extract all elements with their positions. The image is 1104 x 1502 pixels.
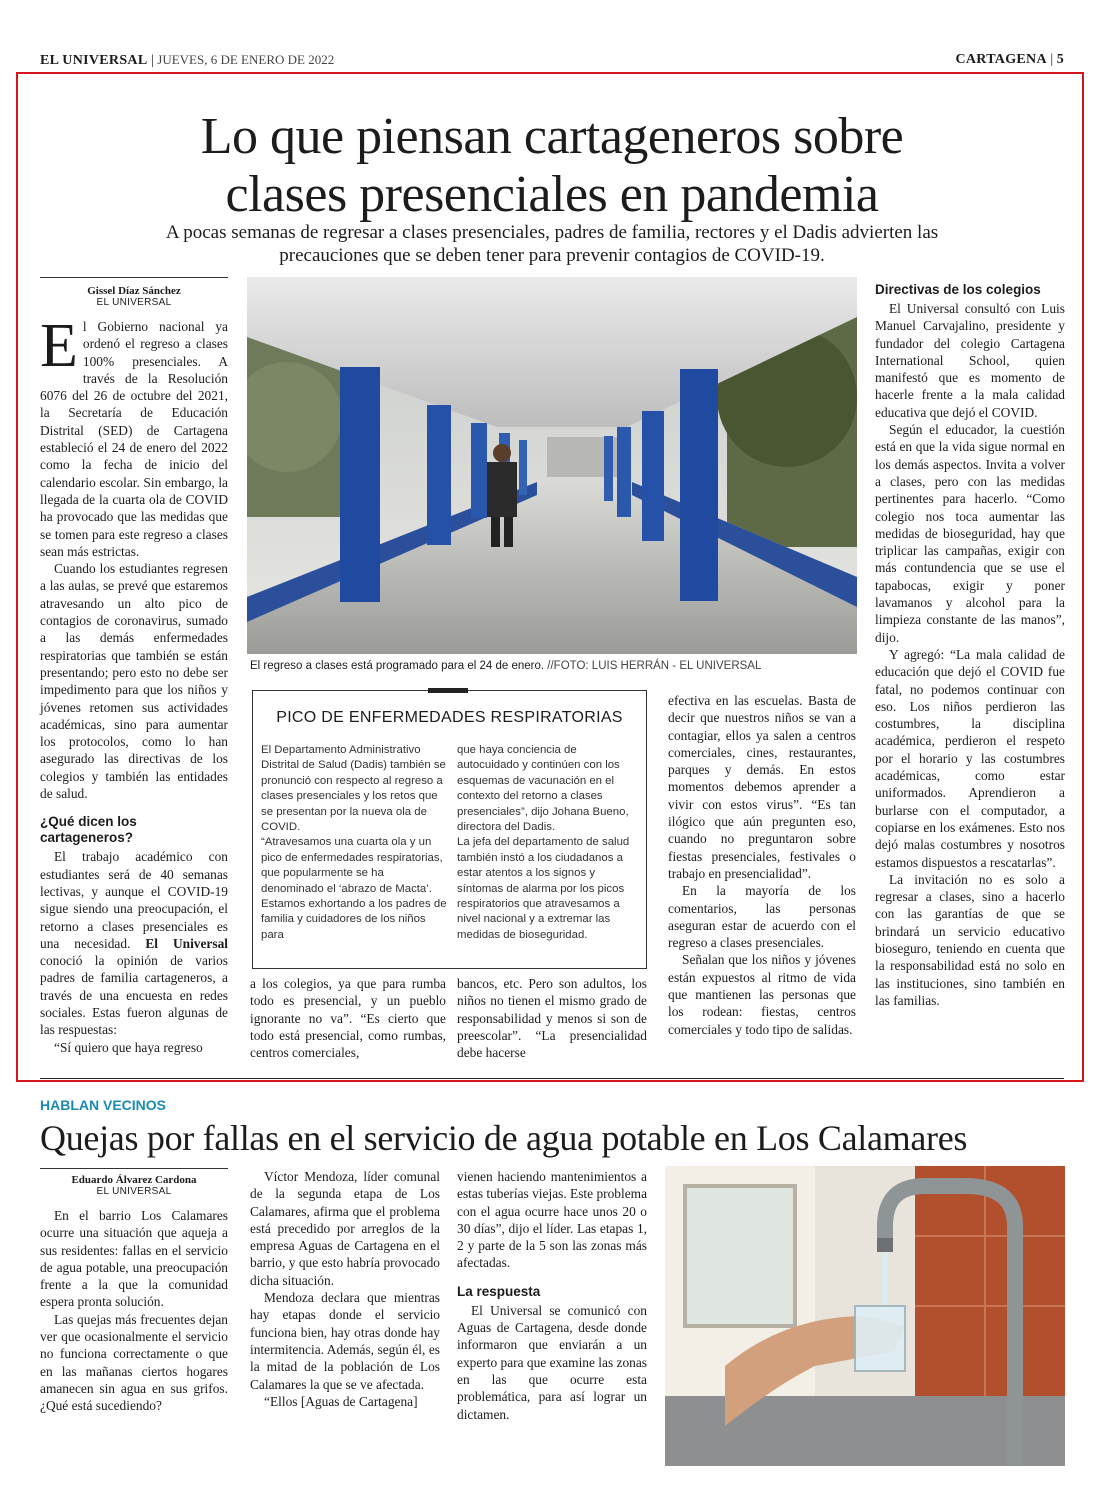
article2-kicker: HABLAN VECINOS — [40, 1097, 167, 1113]
paragraph — [40, 848, 228, 1038]
page-header-left — [40, 52, 334, 69]
paragraph: En la mayoría de los comentarios, las personas aseguran estar de acuerdo con el regreso a clases presenciales. — [668, 883, 856, 951]
article1-headline-block — [40, 108, 1064, 224]
article-divider — [40, 1078, 1064, 1079]
bold-text: El Universal — [145, 935, 228, 951]
headline-line1: Lo que piensan cartageneros sobre — [200, 108, 904, 165]
article2-column-1 — [40, 1168, 228, 1415]
sidebar-column-1 — [261, 743, 448, 943]
author-org: EL UNIVERSAL — [96, 297, 172, 308]
header-separator: | — [1050, 52, 1057, 67]
article1-column-5 — [875, 282, 1065, 1009]
article2-headline: Quejas por fallas en el servicio de agua potable en Los Calamares — [40, 1118, 968, 1158]
paragraph-text: conoció la opinión de varios padres de familia cartageneros, a través de una encuesta en redes sociales. Estas fueron algunas de las respuestas: — [40, 953, 228, 1038]
author-name: Gissel Díaz Sánchez — [87, 285, 181, 297]
header-separator: | — [150, 53, 158, 68]
paragraph: “Ellos [Aguas de Cartagena] — [264, 1393, 418, 1409]
paragraph: vienen haciendo mantenimientos a estas tuberías viejas. Este problema con el agua ocurre hace unos 20 o 30 días”, dijo el líder. Las etapas 1, 2 y parte de la 5 son las zonas más afectadas. — [457, 1169, 648, 1271]
paragraph: Según el educador, la cuestión está en que la vida sigue normal en los demás aspectos. Invita a volver a clases, pero con las medidas pertinentes para hacerlo. “Como colegio nos toca aumentar las medidas de bioseguridad, hay que triplicar las campañas, exigir con más contundencia que se use el tapabocas, exigir y poner lavamanos y alcohol para la limpieza constante de las manos”, dijo. — [875, 422, 1065, 645]
paragraph: Cuando los estudiantes regresen a las aulas, se prevé que estaremos atravesando un alto pico de contagios de coronavirus, sumado a las demás enfermedades respiratorias que también se están presentando; pero esto no debe ser impedimento para que los niños y jóvenes retomen sus actividades académicas, sino para aumentar los protocolos, como lo han asegurado las directivas de los colegios y también las entidades de salud. — [40, 561, 228, 802]
article1-column-3 — [457, 975, 647, 1061]
article1-column-2 — [250, 975, 446, 1061]
article1-headline — [40, 108, 1064, 224]
faucet-photo — [665, 1166, 1065, 1466]
paragraph: Señalan que los niños y jóvenes están expuestos al ritmo de vida que mantienen las personas que los rodean: fiestas, centros comerciales y todo tipo de salidas. — [668, 952, 856, 1037]
byline — [40, 285, 228, 308]
paragraph: que haya conciencia de autocuidado y continúen con los esquemas de vacunación en el contexto del retorno a clases presenciales”, dijo Johana Bueno, directora del Dadis. — [457, 744, 629, 834]
photo-credit: //FOTO: LUIS HERRÁN - EL UNIVERSAL — [547, 660, 762, 672]
paragraph-text: l Gobierno nacional ya ordenó el regreso a clases 100% presenciales. A través de la Resolución 6076 del 26 de octubre del 2021, la Secretaría de Educación Distrital (SED) de Cartagena estableció el 24 de enero del 2022 como la fecha de inicio del calendario escolar. Sin embargo, la llegada de la cuarta ola de COVID ha provocado que las medidas que se tomen para este regreso a clases sean más estrictas. — [40, 319, 228, 559]
subtitle-line2: precauciones que se deben tener para prevenir contagios de COVID-19. — [279, 245, 825, 266]
article1-column-1 — [40, 277, 228, 1056]
paragraph: Las quejas más frecuentes dejan ver que ocasionalmente el servicio no funciona correctamente o que en las mañanas ciertos hogares amanecen sin agua en sus grifos. ¿Qué está sucediendo? — [40, 1311, 228, 1414]
paragraph: La invitación no es solo a regresar a clases, sino a hacerlo con las garantías de que se brindará un servicio educativo bioseguro, teniendo en cuenta que la responsabilidad está no solo en las instituciones, sino también en las familias. — [875, 871, 1065, 1008]
author-org: EL UNIVERSAL — [96, 1186, 172, 1197]
paragraph — [40, 312, 228, 560]
caption-text: El regreso a clases está programado para el 24 de enero. — [250, 660, 545, 672]
section-heading-line1: ¿Qué dicen los — [40, 814, 137, 830]
article2-headline-block — [40, 1118, 1070, 1158]
paragraph: bancos, etc. Pero son adultos, los niños no tienen el mismo grado de responsabilidad y menos si son de preescolar”. “La presencialidad debe hacerse — [457, 976, 647, 1061]
sidebar-title: PICO DE ENFERMEDADES RESPIRATORIAS — [276, 709, 623, 726]
sidebar-column-2 — [457, 743, 639, 943]
paragraph: La jefa del departamento de salud también instó a los ciudadanos a estar atentos a los signos y síntomas de alarma por los picos respiratorios que atravesamos a nivel nacional y a extremar las medidas de bioseguridad. — [457, 836, 630, 941]
paragraph: Víctor Mendoza, líder comunal de la segunda etapa de Los Calamares, afirma que el problema está precedido por arreglos de la empresa Aguas de Cartagena en el barrio, y que esto habría provocado dicha situación. — [250, 1169, 440, 1288]
section-heading: La respuesta — [457, 1283, 541, 1299]
paragraph: a los colegios, ya que para rumba todo es presencial, y un pueblo ignorante no va”. “Es cierto que todo está presencial, como rumbas, centros comerciales, — [250, 976, 446, 1061]
box-marker — [428, 688, 468, 693]
page-number: 5 — [1056, 52, 1064, 67]
corridor-photo — [247, 277, 857, 654]
paragraph: En el barrio Los Calamares ocurre una situación que aqueja a sus residentes: fallas en el servicio de agua potable, una preocupación frente a la que la comunidad espera pronta solución. — [40, 1208, 228, 1310]
paragraph: “Sí quiero que haya regreso — [54, 1039, 203, 1055]
photo-caption — [250, 660, 860, 672]
newspaper-name: EL UNIVERSAL — [40, 53, 148, 68]
paragraph-text: El trabajo académico con estudiantes será de 40 semanas lectivas, y aunque el COVID-19 sigue siendo una preocupación, el retorno a clases presenciales es una necesidad. — [40, 849, 228, 951]
author-name: Eduardo Álvarez Cardona — [71, 1174, 197, 1186]
article2-column-3 — [457, 1168, 647, 1423]
faucet-photo-image — [665, 1166, 1065, 1466]
paragraph: “Atravesamos una cuarta ola y un pico de enfermedades respiratorias, que popularmente se ha denominado el ‘abrazo de Macta’. Estamos exhortando a los padres de familia y cuidadores de los niños para — [261, 836, 447, 941]
section-name: CARTAGENA — [955, 52, 1047, 67]
paragraph: efectiva en las escuelas. Basta de decir que nuestros niños se van a contagiar, ellos ya salen a centros comerciales, cines, restaurantes, parques y demás. En estos momentos debemos aprender a vivir con estos virus”. “Es tan ilógico que aún pregunten eso, cuando no preguntaron sobre fiestas presenciales, festivales o trabajo en presencialidad”. — [668, 693, 856, 881]
paragraph: Y agregó: “La mala calidad de educación que dejó el COVID fue fatal, no podemos continuar con eso. Los niños perdieron las costumbres, la disciplina académica, perdieron el respeto por el horario y las costumbres académicas, como estar uniformados. Aprendieron a burlarse con el computador, a copiarse en los exámenes. Esto nos dejó malas costumbres y nosotros estamos dispuestos a rescatarlas”. — [875, 646, 1065, 870]
article1-column-4 — [668, 692, 856, 1038]
paragraph: Mendoza declara que mientras hay etapas donde el servicio funciona bien, hay otras donde hay intermitencia. Además, según él, es la mitad de la población de Los Calamares la que se ve afectada. — [250, 1290, 440, 1392]
section-heading-line2: cartageneros? — [40, 830, 134, 846]
page-header-right — [955, 52, 1064, 68]
corridor-photo-image — [247, 277, 857, 654]
issue-date: JUEVES, 6 DE ENERO DE 2022 — [157, 52, 335, 67]
article1-subtitle — [100, 221, 1004, 267]
sidebar-box — [252, 690, 647, 969]
byline — [40, 1174, 228, 1197]
paragraph: El Universal se comunicó con Aguas de Cartagena, desde donde informaron que enviarán a un experto para que examine las zonas en las que ocurre esta problemática, para así lograr un dictamen. — [457, 1302, 647, 1422]
section-heading: Directivas de los colegios — [875, 282, 1041, 297]
paragraph: El Universal consultó con Luis Manuel Carvajalino, presidente y fundador del colegio Cartagena International School, quien manifestó que es momento de hacerle frente a la mala calidad educativa que dejó el COVID. — [875, 301, 1065, 420]
headline-line2: clases presenciales en pandemia — [225, 166, 879, 223]
subtitle-line1: A pocas semanas de regresar a clases presenciales, padres de familia, rectores y el Dadis advierten las — [165, 222, 939, 243]
drop-cap: E — [40, 312, 78, 380]
paragraph: El Departamento Administrativo Distrital de Salud (Dadis) también se pronunció con respecto al regreso a clases presenciales y los retos que se presentan por la nueva ola de COVID. — [261, 744, 446, 834]
section-heading — [40, 814, 228, 846]
article2-column-2 — [250, 1168, 440, 1410]
